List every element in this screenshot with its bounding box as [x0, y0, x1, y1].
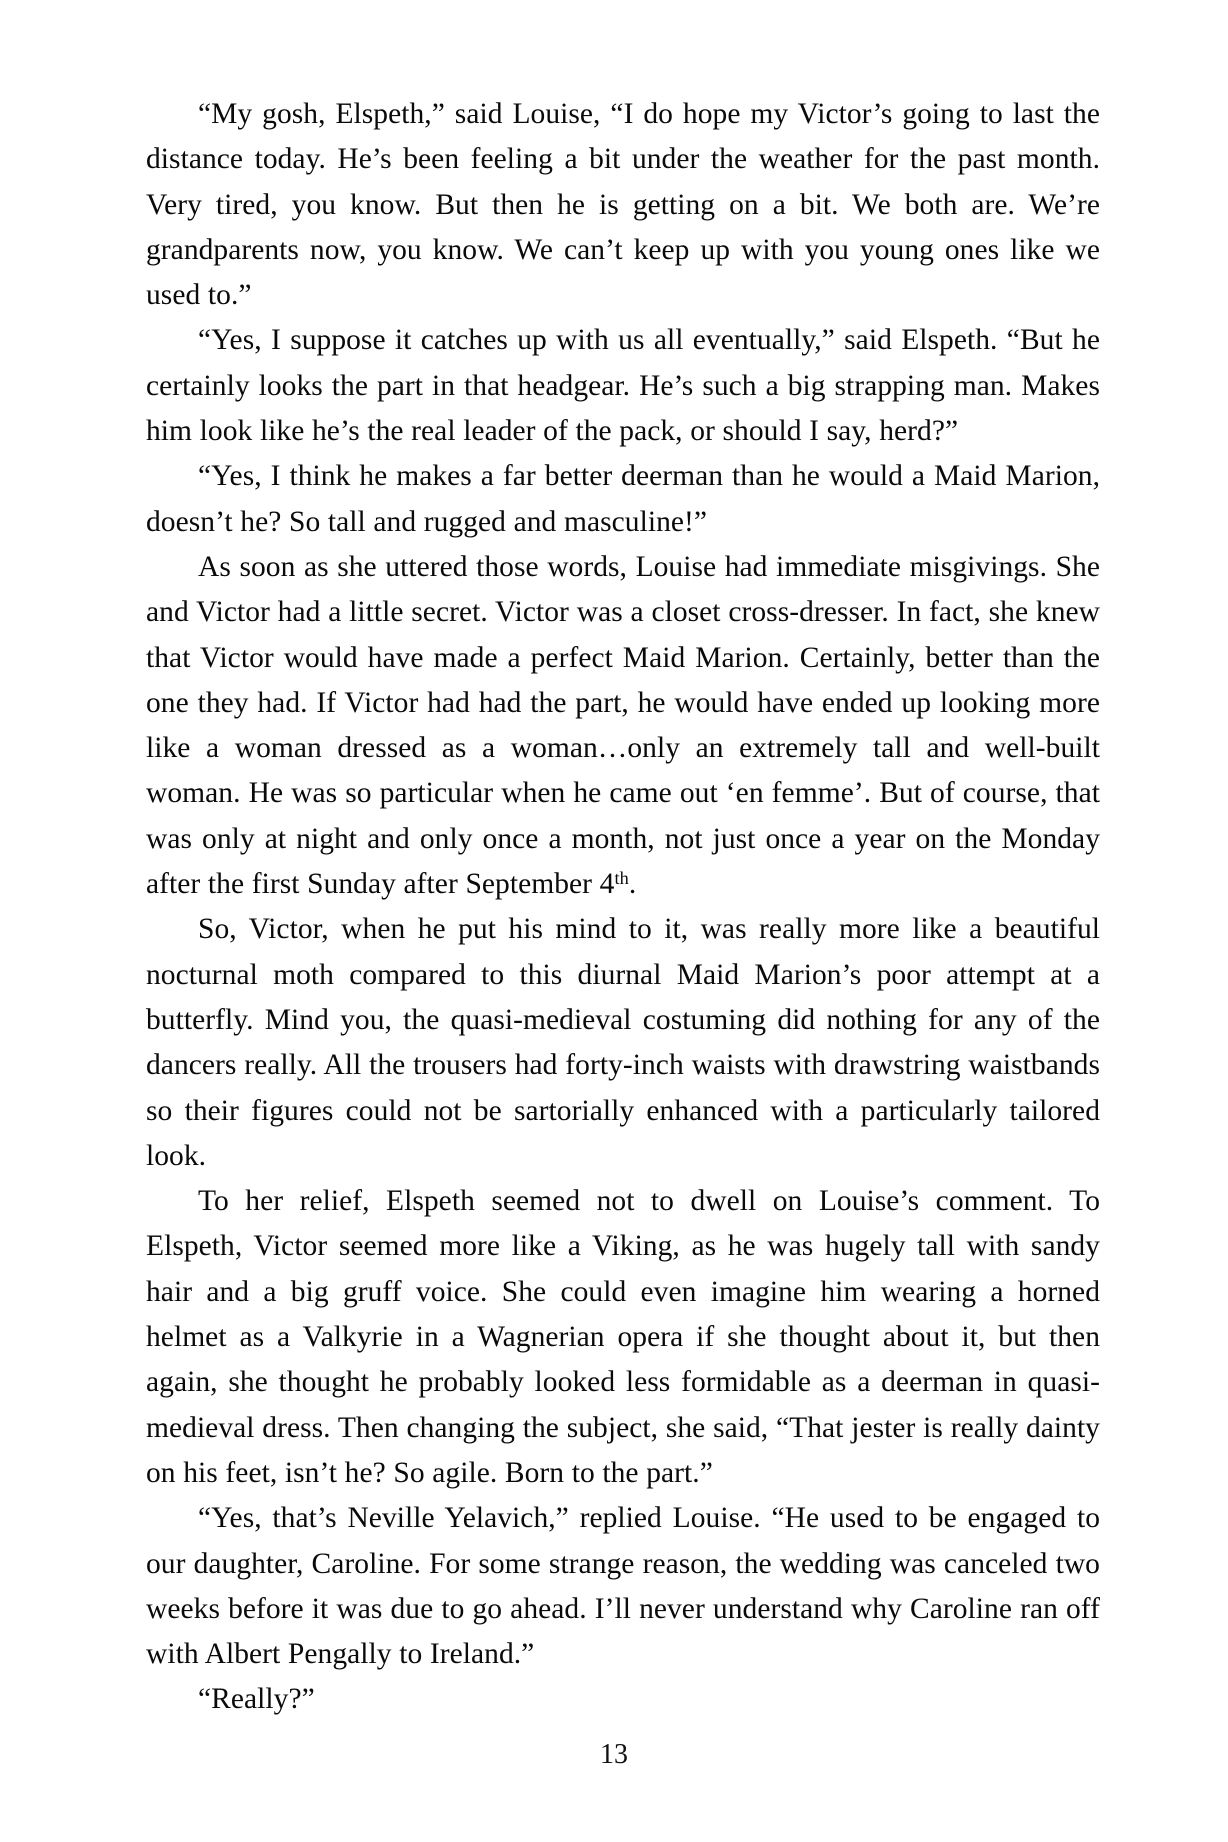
paragraph-6: To her relief, Elspeth seemed not to dwell on Louise’s comment. To Elspeth, Victor seemed more like a Viking, as he was hugely tall with sandy hair and a big gruff voice. She could even imagine him wearing a horned helmet as a Valkyrie in a Wagnerian opera if she thought about it, but then again, she thought he probably looked less formidable as a deerman in quasi-medieval dress. Then changing the subject, she said, “That jester is really dainty on his feet, isn’t he? So agile. Born to the part.”: [146, 1185, 1100, 1489]
page-number: 13: [600, 1739, 628, 1770]
paragraph-3: “Yes, I think he makes a far better deerman than he would a Maid Marion, doesn’t he? So tall and rugged and masculine!”: [146, 460, 1100, 538]
paragraph-2: “Yes, I suppose it catches up with us all eventually,” said Elspeth. “But he certainly looks the part in that headgear. He’s such a big strapping man. Makes him look like he’s the real leader of the pack, or should I say, herd?”: [146, 324, 1100, 448]
body-text-block: [146, 92, 1100, 1723]
paragraph-7: “Yes, that’s Neville Yelavich,” replied Louise. “He used to be engaged to our daughter, Caroline. For some strange reason, the wedding was canceled two weeks before it was due to go ahead. I’ll never understand why Caroline ran off with Albert Pengally to Ireland.”: [146, 1502, 1100, 1671]
paragraph-4-text-after-superscript: .: [628, 868, 637, 901]
ordinal-superscript: th: [614, 868, 629, 889]
paragraph-5: So, Victor, when he put his mind to it, was really more like a beautiful nocturnal moth compared to this diurnal Maid Marion’s poor attempt at a butterfly. Mind you, the quasi-medieval costuming did nothing for any of the dancers really. All the trousers had forty-inch waists with drawstring waistbands so their figures could not be sartorially enhanced with a particularly tailored look.: [146, 913, 1100, 1172]
paragraph-4: [146, 545, 1100, 907]
paragraph-4-text-before-superscript: As soon as she uttered those words, Louise had immediate misgivings. She and Victor had a little secret. Victor was a closet cross-dresser. In fact, she knew that Victor would have made a perfect Maid Marion. Certainly, better than the one they had. If Victor had had the part, he would have ended up looking more like a woman dressed as a woman…only an extremely tall and well-built woman. He was so particular when he came out ‘en femme’. But of course, that was only at night and only once a month, not just once a year on the Monday after the first Sunday after September 4: [146, 550, 1100, 901]
paragraph-8: “Really?”: [198, 1683, 315, 1716]
paragraph-1: “My gosh, Elspeth,” said Louise, “I do hope my Victor’s going to last the distance today. He’s been feeling a bit under the weather for the past month. Very tired, you know. But then he is getting on a bit. We both are. We’re grandparents now, you know. We can’t keep up with you young ones like we used to.”: [146, 98, 1100, 312]
